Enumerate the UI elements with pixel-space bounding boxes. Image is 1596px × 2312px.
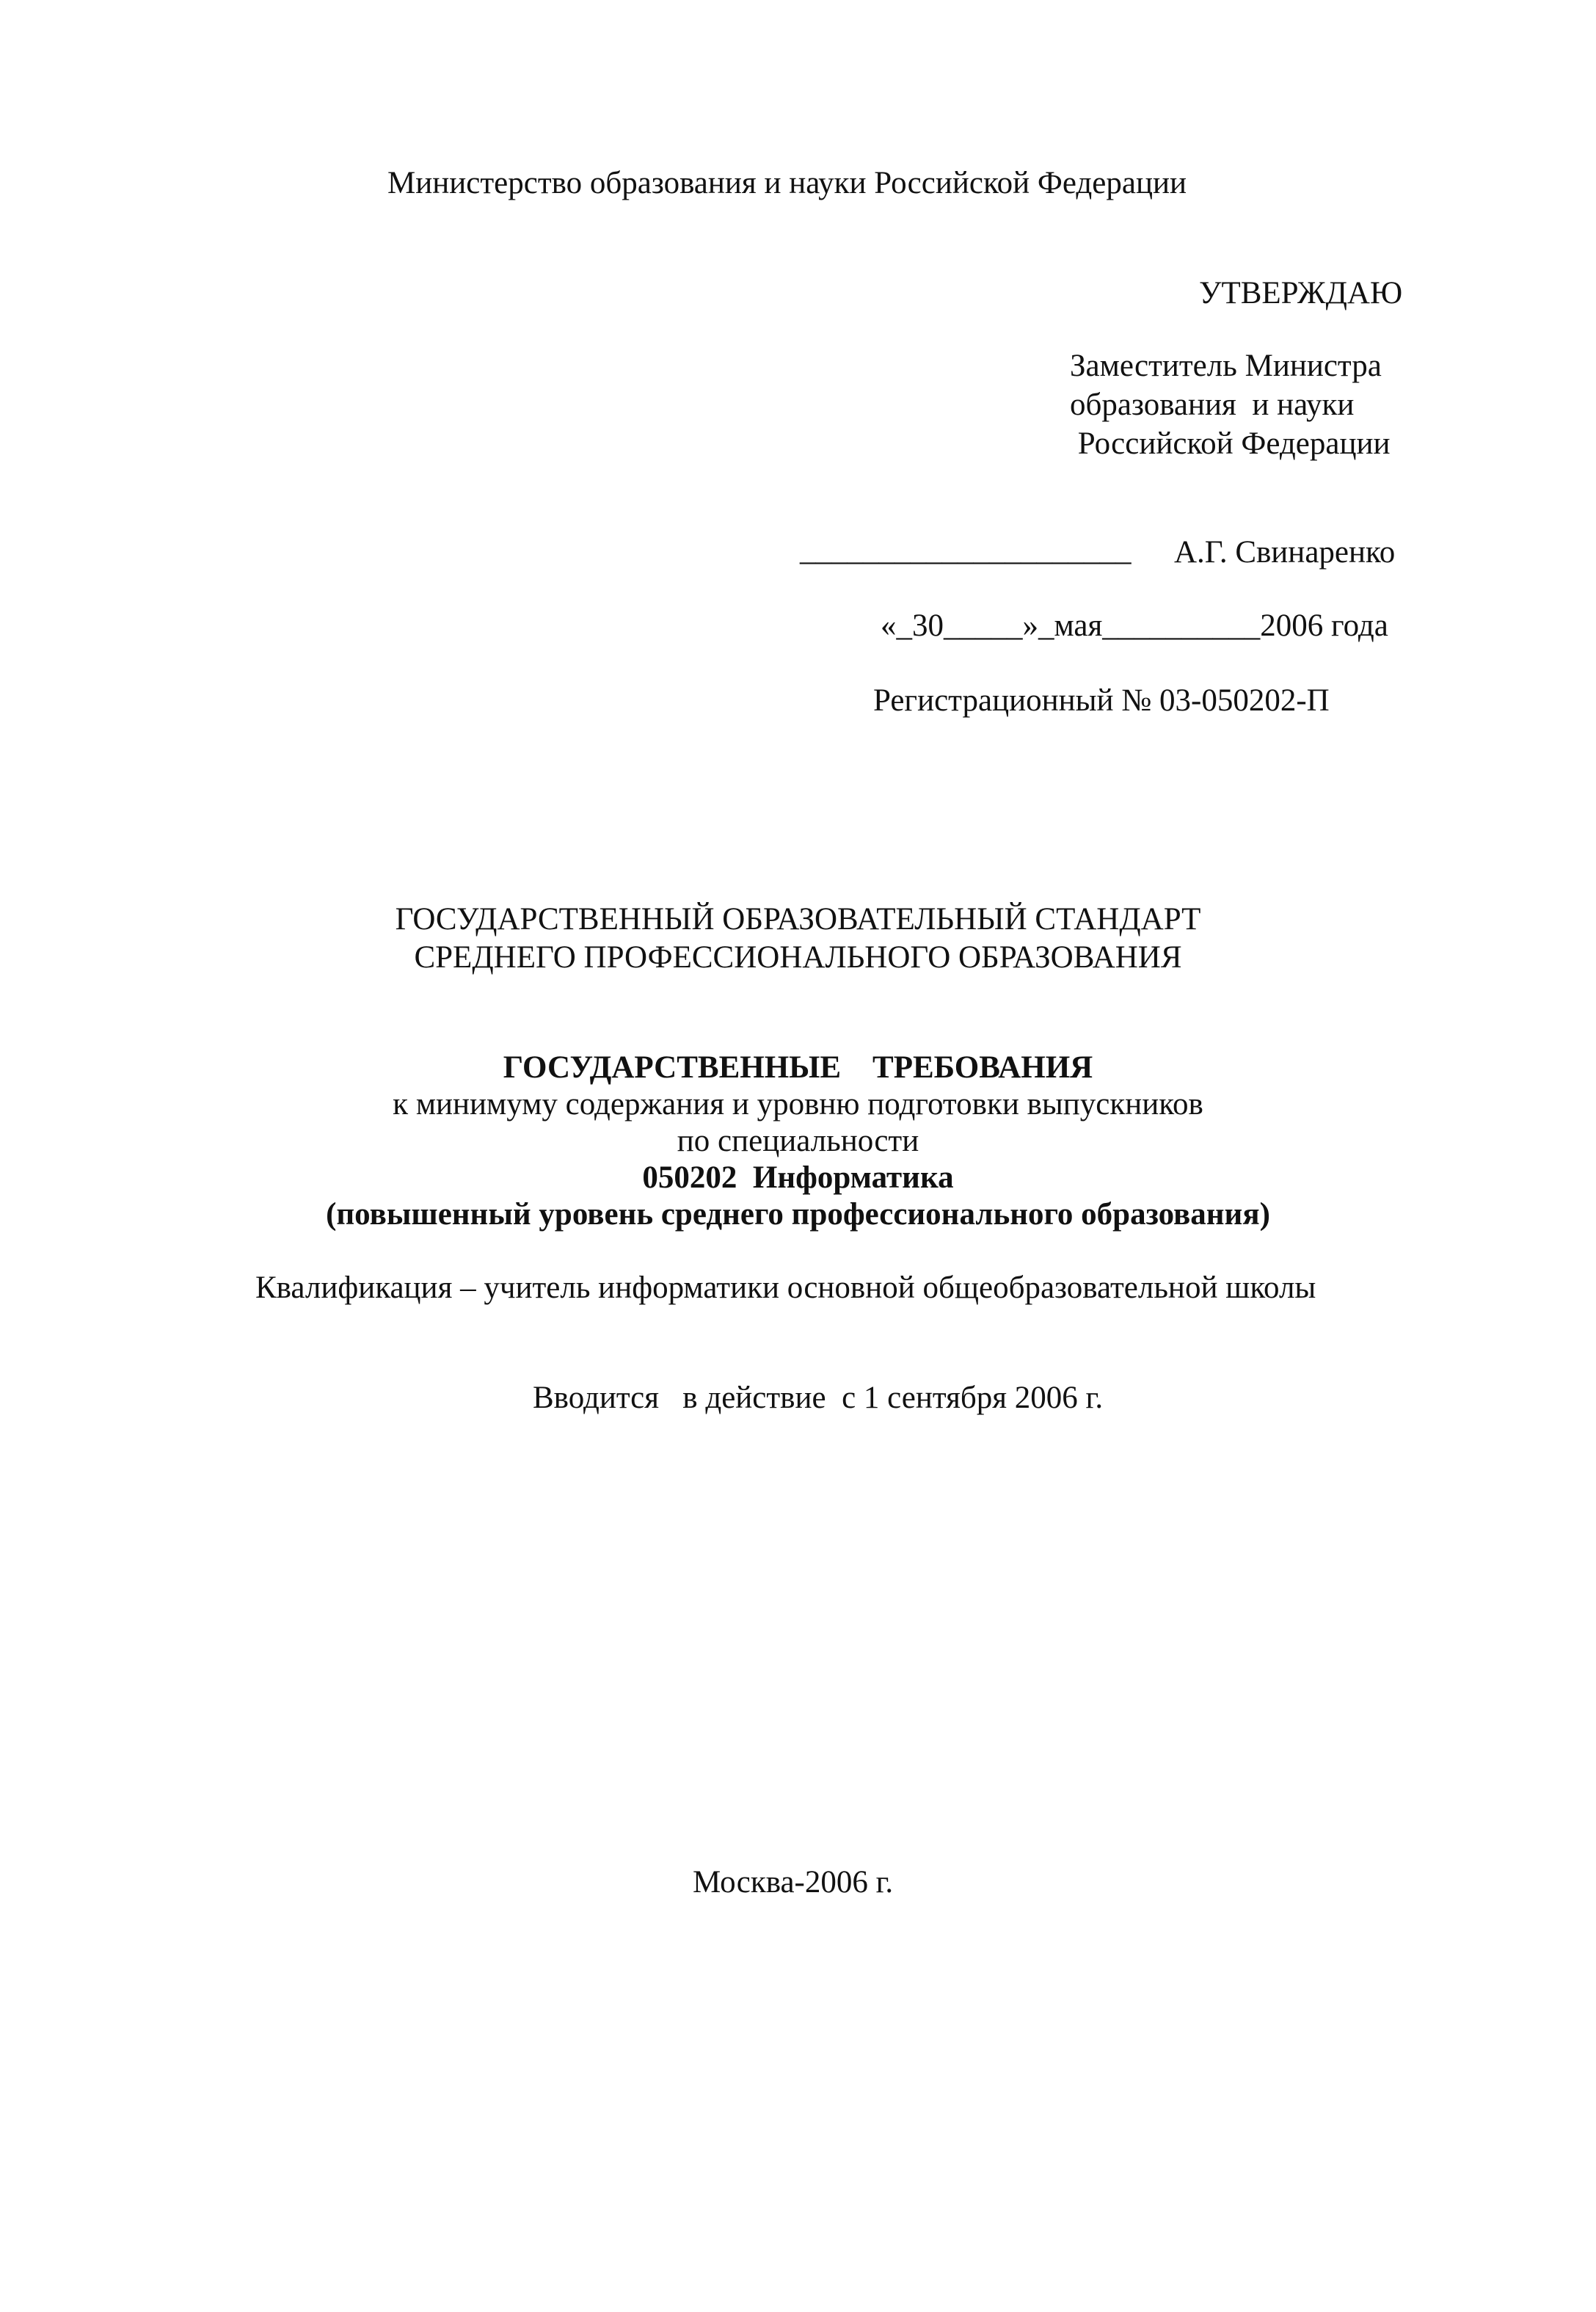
effective-date: Вводится в действие с 1 сентября 2006 г. xyxy=(533,1381,1104,1415)
signature-line: _____________________ xyxy=(800,533,1132,567)
approve-label: УТВЕРЖДАЮ xyxy=(1199,276,1403,310)
registration-number: Регистрационный № 03-050202-П xyxy=(873,683,1330,718)
requirements-line-1: к минимуму содержания и уровню подготовки выпускников xyxy=(393,1087,1203,1122)
ministry-header: Министерство образования и науки Российской Федерации xyxy=(387,166,1187,200)
standard-title-line-2: СРЕДНЕГО ПРОФЕССИОНАЛЬНОГО ОБРАЗОВАНИЯ xyxy=(414,940,1182,975)
education-level: (повышенный уровень среднего профессионального образования) xyxy=(326,1197,1270,1232)
position-line-1: Заместитель Министра xyxy=(1070,349,1382,383)
standard-title-line-1: ГОСУДАРСТВЕННЫЙ ОБРАЗОВАТЕЛЬНЫЙ СТАНДАРТ xyxy=(395,902,1201,937)
position-line-2: образования и науки xyxy=(1070,388,1355,422)
approval-date: «_30_____»_мая__________2006 года xyxy=(881,608,1388,643)
position-line-3: Российской Федерации xyxy=(1070,426,1391,461)
specialty-code-name: 050202 Информатика xyxy=(642,1160,954,1195)
requirements-line-2: по специальности xyxy=(677,1124,919,1158)
signatory-name: А.Г. Свинаренко xyxy=(1174,535,1396,570)
qualification: Квалификация – учитель информатики основной общеобразовательной школы xyxy=(255,1270,1316,1305)
place-and-year: Москва-2006 г. xyxy=(693,1865,894,1900)
requirements-heading: ГОСУДАРСТВЕННЫЕ ТРЕБОВАНИЯ xyxy=(503,1050,1093,1085)
